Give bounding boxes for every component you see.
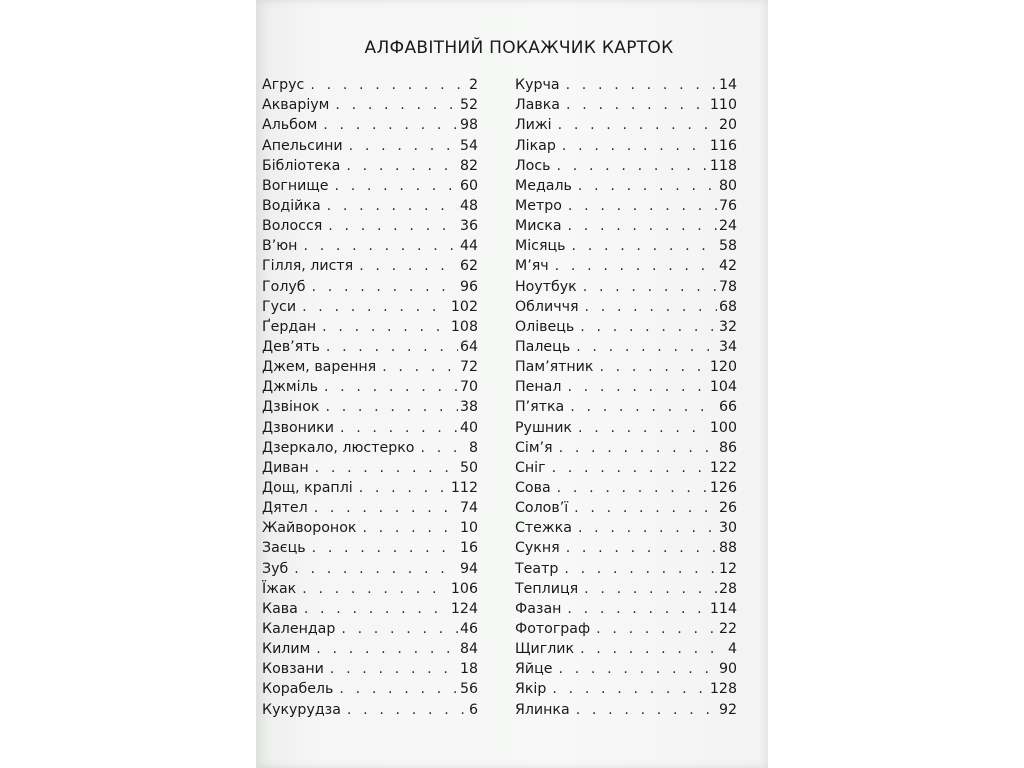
index-entry-word: Джміль — [262, 379, 318, 396]
dot-leader — [583, 279, 717, 295]
index-entry — [515, 375, 737, 395]
index-entry-word: Дзвоники — [262, 419, 334, 436]
index-entry — [262, 133, 478, 153]
index-entry-word: Ґердан — [262, 318, 317, 335]
dot-leader — [302, 299, 449, 315]
index-entry-page-number: 74 — [459, 500, 478, 517]
dot-leader — [362, 520, 457, 536]
dot-leader — [341, 621, 458, 637]
dot-leader — [567, 379, 707, 395]
index-entry-page-number: 18 — [459, 661, 478, 678]
index-entry-page-number: 114 — [709, 600, 737, 617]
index-entry-word: Лижі — [515, 117, 552, 134]
index-entry — [515, 214, 737, 234]
index-entry-word: П’ятка — [515, 399, 565, 416]
dot-leader — [558, 117, 717, 133]
index-entry-word: Зуб — [262, 560, 289, 577]
dot-leader — [359, 480, 449, 496]
index-entry — [262, 637, 478, 657]
dot-leader — [420, 440, 467, 456]
index-entry — [515, 154, 737, 174]
index-entry — [515, 73, 737, 93]
index-entry-word: Жайворонок — [262, 520, 357, 537]
index-entry — [515, 93, 737, 113]
index-column-right — [515, 73, 737, 718]
index-entry-page-number: 8 — [468, 439, 478, 456]
index-entry-word: Сукня — [515, 540, 560, 557]
index-entry-word: Яйце — [515, 661, 553, 678]
index-entry-page-number: 48 — [459, 197, 478, 214]
dot-leader — [568, 198, 717, 214]
dot-leader — [294, 561, 458, 577]
index-entry-word: Медаль — [515, 177, 572, 194]
dot-leader — [323, 117, 458, 133]
dot-leader — [564, 561, 717, 577]
page-title: АЛФАВІТНИЙ ПОКАЖЧИК КАРТОК — [364, 38, 674, 58]
index-entry-word: Заєць — [262, 540, 306, 557]
index-entry-page-number: 106 — [450, 580, 478, 597]
index-entry-page-number: 102 — [450, 298, 478, 315]
dot-leader — [382, 359, 458, 375]
index-entry — [515, 637, 737, 657]
index-entry-page-number: 34 — [718, 338, 737, 355]
index-entry-page-number: 116 — [709, 137, 737, 154]
index-entry-page-number: 126 — [709, 479, 737, 496]
index-entry-word: Бібліотека — [262, 157, 341, 174]
index-entry-page-number: 12 — [718, 560, 737, 577]
index-entry-word: Їжак — [262, 580, 297, 597]
index-entry — [262, 274, 478, 294]
index-entry-page-number: 112 — [450, 479, 478, 496]
dot-leader — [562, 138, 708, 154]
index-entry-word: Кава — [262, 600, 298, 617]
index-entry — [515, 436, 737, 456]
dot-leader — [310, 77, 467, 93]
index-entry-word: Солов’ї — [515, 500, 569, 517]
index-entry-page-number: 36 — [459, 218, 478, 235]
index-entry-page-number: 92 — [718, 701, 737, 718]
index-entry-page-number: 66 — [718, 399, 737, 416]
index-entry — [262, 456, 478, 476]
dot-leader — [312, 279, 458, 295]
index-entry-page-number: 96 — [459, 278, 478, 295]
index-entry — [515, 355, 737, 375]
index-entry — [262, 355, 478, 375]
index-entry — [515, 295, 737, 315]
index-entry-page-number: 28 — [718, 580, 737, 597]
index-entry-page-number: 94 — [459, 560, 478, 577]
index-entry — [515, 597, 737, 617]
index-entry — [262, 295, 478, 315]
index-entry — [262, 395, 478, 415]
index-entry — [515, 516, 737, 536]
index-entry-word: Гуси — [262, 298, 297, 315]
dot-leader — [312, 540, 458, 556]
index-entry-page-number: 42 — [718, 258, 737, 275]
index-entry-word: Ялинка — [515, 701, 570, 718]
dot-leader — [566, 97, 708, 113]
index-entry — [515, 194, 737, 214]
index-entry-page-number: 38 — [459, 399, 478, 416]
dot-leader — [566, 77, 717, 93]
index-entry — [262, 556, 478, 576]
index-entry-word: Корабель — [262, 681, 334, 698]
dot-leader — [327, 198, 458, 214]
dot-leader — [570, 399, 717, 415]
index-entry-page-number: 6 — [468, 701, 478, 718]
index-entry-page-number: 62 — [459, 258, 478, 275]
index-entry-page-number: 44 — [459, 238, 478, 255]
dot-leader — [324, 379, 458, 395]
index-entry-page-number: 88 — [718, 540, 737, 557]
dot-leader — [552, 681, 708, 697]
index-entry-page-number: 70 — [459, 379, 478, 396]
index-entry — [262, 516, 478, 536]
index-entry-page-number: 110 — [709, 97, 737, 114]
index-entry-word: Пам’ятник — [515, 359, 594, 376]
dot-leader — [578, 420, 708, 436]
index-entry — [262, 476, 478, 496]
index-entry — [515, 315, 737, 335]
index-entry — [515, 577, 737, 597]
index-entry — [262, 113, 478, 133]
index-entry-word: Гілля, листя — [262, 258, 354, 275]
index-entry-word: Дзеркало, люстерко — [262, 439, 415, 456]
index-entry-word: Ноутбук — [515, 278, 577, 295]
index-entry — [515, 335, 737, 355]
index-entry — [515, 476, 737, 496]
index-entry-page-number: 80 — [718, 177, 737, 194]
index-entry-word: Дзвінок — [262, 399, 320, 416]
index-entry — [262, 375, 478, 395]
dot-leader — [328, 218, 458, 234]
index-entry-word: Календар — [262, 620, 336, 637]
index-entry-page-number: 100 — [709, 419, 737, 436]
index-column-left — [262, 73, 478, 718]
dot-leader — [558, 661, 716, 677]
index-entry — [515, 677, 737, 697]
index-entry-word: Джем, варення — [262, 359, 377, 376]
index-entry-page-number: 90 — [718, 661, 737, 678]
dot-leader — [349, 138, 458, 154]
dot-leader — [330, 661, 458, 677]
dot-leader — [326, 339, 458, 355]
index-entry — [515, 556, 737, 576]
index-entry — [262, 677, 478, 697]
dot-leader — [567, 601, 707, 617]
dot-leader — [557, 158, 708, 174]
dot-leader — [557, 480, 708, 496]
index-entry-page-number: 86 — [718, 439, 737, 456]
dot-leader — [315, 460, 458, 476]
index-entry-page-number: 122 — [709, 459, 737, 476]
index-entry — [262, 154, 478, 174]
dot-leader — [347, 702, 467, 718]
index-entry — [262, 536, 478, 556]
index-entry — [262, 415, 478, 435]
index-entry-word: Лікар — [515, 137, 556, 154]
index-entry-page-number: 58 — [718, 238, 737, 255]
index-entry-page-number: 64 — [459, 338, 478, 355]
index-entry-word: Килим — [262, 641, 311, 658]
index-entry-word: Фазан — [515, 600, 562, 617]
index-entry-word: Водійка — [262, 197, 321, 214]
dot-leader — [359, 258, 458, 274]
index-entry-word: Сова — [515, 479, 551, 496]
dot-leader — [585, 299, 717, 315]
dot-leader — [574, 500, 717, 516]
index-entry-page-number: 46 — [459, 620, 478, 637]
index-entry-word: Акваріум — [262, 97, 330, 114]
index-entry — [515, 496, 737, 516]
index-entry — [515, 395, 737, 415]
dot-leader — [555, 258, 717, 274]
dot-leader — [596, 621, 717, 637]
index-entry-word: Дев’ять — [262, 338, 320, 355]
dot-leader — [584, 581, 717, 597]
index-entry-page-number: 78 — [718, 278, 737, 295]
index-entry-page-number: 20 — [718, 117, 737, 134]
index-entry-word: Стежка — [515, 520, 572, 537]
dot-leader — [302, 581, 449, 597]
index-entry-word: Театр — [515, 560, 559, 577]
index-entry-word: Ковзани — [262, 661, 324, 678]
dot-leader — [334, 178, 457, 194]
index-entry-word: Кукурудза — [262, 701, 341, 718]
index-entry — [515, 174, 737, 194]
dot-leader — [568, 218, 717, 234]
index-entry — [262, 436, 478, 456]
index-entry — [515, 133, 737, 153]
index-entry-page-number: 124 — [450, 600, 478, 617]
index-entry-page-number: 50 — [459, 459, 478, 476]
dot-leader — [578, 178, 717, 194]
dot-leader — [322, 319, 449, 335]
index-entry-word: Лось — [515, 157, 551, 174]
dot-leader — [559, 440, 717, 456]
index-entry — [262, 335, 478, 355]
index-entry-page-number: 84 — [459, 641, 478, 658]
index-entry-word: Сніг — [515, 459, 546, 476]
index-entry — [515, 697, 737, 717]
index-entry — [515, 536, 737, 556]
index-entry-page-number: 14 — [718, 77, 737, 94]
index-entry — [262, 73, 478, 93]
dot-leader — [578, 520, 717, 536]
dot-leader — [580, 641, 726, 657]
dot-leader — [303, 238, 457, 254]
index-entry — [262, 496, 478, 516]
index-entry-word: Місяць — [515, 238, 566, 255]
dot-leader — [339, 681, 458, 697]
index-entry-page-number: 4 — [727, 641, 737, 658]
index-entry-word: Вогнище — [262, 177, 329, 194]
index-entry — [515, 617, 737, 637]
dot-leader — [325, 399, 457, 415]
index-entry — [262, 697, 478, 717]
dot-leader — [335, 97, 458, 113]
index-entry-page-number: 98 — [459, 117, 478, 134]
index-entry — [262, 174, 478, 194]
index-entry-word: Теплиця — [515, 580, 579, 597]
index-entry — [262, 577, 478, 597]
index-entry-page-number: 68 — [718, 298, 737, 315]
index-entry — [262, 315, 478, 335]
dot-leader — [304, 601, 449, 617]
index-entry-word: Сім’я — [515, 439, 553, 456]
index-entry — [262, 617, 478, 637]
dot-leader — [316, 641, 458, 657]
dot-leader — [566, 540, 717, 556]
dot-leader — [346, 158, 458, 174]
index-entry-word: Диван — [262, 459, 309, 476]
index-entry-page-number: 60 — [459, 177, 478, 194]
dot-leader — [340, 420, 458, 436]
dot-leader — [572, 238, 717, 254]
index-entry-page-number: 2 — [468, 77, 478, 94]
index-entry-word: Олівець — [515, 318, 575, 335]
index-entry-word: Волосся — [262, 218, 323, 235]
index-entry-page-number: 26 — [718, 500, 737, 517]
index-entry-page-number: 76 — [718, 197, 737, 214]
dot-leader — [576, 702, 717, 718]
index-entry-word: Дятел — [262, 500, 308, 517]
index-entry-word: В’юн — [262, 238, 298, 255]
index-entry-word: Курча — [515, 77, 560, 94]
index-entry-page-number: 72 — [459, 359, 478, 376]
dot-leader — [580, 319, 717, 335]
index-entry — [262, 657, 478, 677]
dot-leader — [599, 359, 707, 375]
index-entry — [515, 657, 737, 677]
index-entry-page-number: 22 — [718, 620, 737, 637]
index-entry — [515, 415, 737, 435]
dot-leader — [552, 460, 708, 476]
index-entry-page-number: 24 — [718, 218, 737, 235]
dot-leader — [314, 500, 458, 516]
index-entry-page-number: 56 — [459, 681, 478, 698]
index-entry-word: Миска — [515, 218, 562, 235]
index-entry-page-number: 118 — [709, 157, 737, 174]
index-entry-word: Рушник — [515, 419, 572, 436]
index-entry-word: Обличчя — [515, 298, 579, 315]
index-entry — [262, 597, 478, 617]
index-entry-word: Якір — [515, 681, 547, 698]
index-entry-word: Агрус — [262, 77, 305, 94]
index-entry-page-number: 120 — [709, 359, 737, 376]
index-entry-word: Апельсини — [262, 137, 343, 154]
index-entry-page-number: 40 — [459, 419, 478, 436]
index-entry-word: Дощ, краплі — [262, 479, 353, 496]
index-entry-page-number: 108 — [450, 318, 478, 335]
index-entry-page-number: 30 — [718, 520, 737, 537]
index-entry-word: Фотограф — [515, 620, 591, 637]
index-entry-word: Метро — [515, 197, 562, 214]
index-entry — [262, 234, 478, 254]
index-entry-word: М’яч — [515, 258, 549, 275]
index-entry — [262, 214, 478, 234]
index-entry-word: Лавка — [515, 97, 560, 114]
index-entry-word: Альбом — [262, 117, 318, 134]
index-entry-page-number: 104 — [709, 379, 737, 396]
index-entry-page-number: 10 — [459, 520, 478, 537]
index-entry-page-number: 52 — [459, 97, 478, 114]
index-entry-word: Щиглик — [515, 641, 575, 658]
index-entry-page-number: 32 — [718, 318, 737, 335]
index-entry — [515, 456, 737, 476]
dot-leader — [576, 339, 717, 355]
index-entry-word: Палець — [515, 338, 571, 355]
index-entry-page-number: 128 — [709, 681, 737, 698]
index-entry-page-number: 16 — [459, 540, 478, 557]
index-entry — [262, 254, 478, 274]
index-entry — [515, 254, 737, 274]
index-entry — [262, 194, 478, 214]
index-entry — [515, 234, 737, 254]
index-entry — [262, 93, 478, 113]
index-entry — [515, 113, 737, 133]
index-entry-word: Голуб — [262, 278, 306, 295]
index-entry-page-number: 54 — [459, 137, 478, 154]
index-entry — [515, 274, 737, 294]
index-entry-page-number: 82 — [459, 157, 478, 174]
index-entry-word: Пенал — [515, 379, 562, 396]
